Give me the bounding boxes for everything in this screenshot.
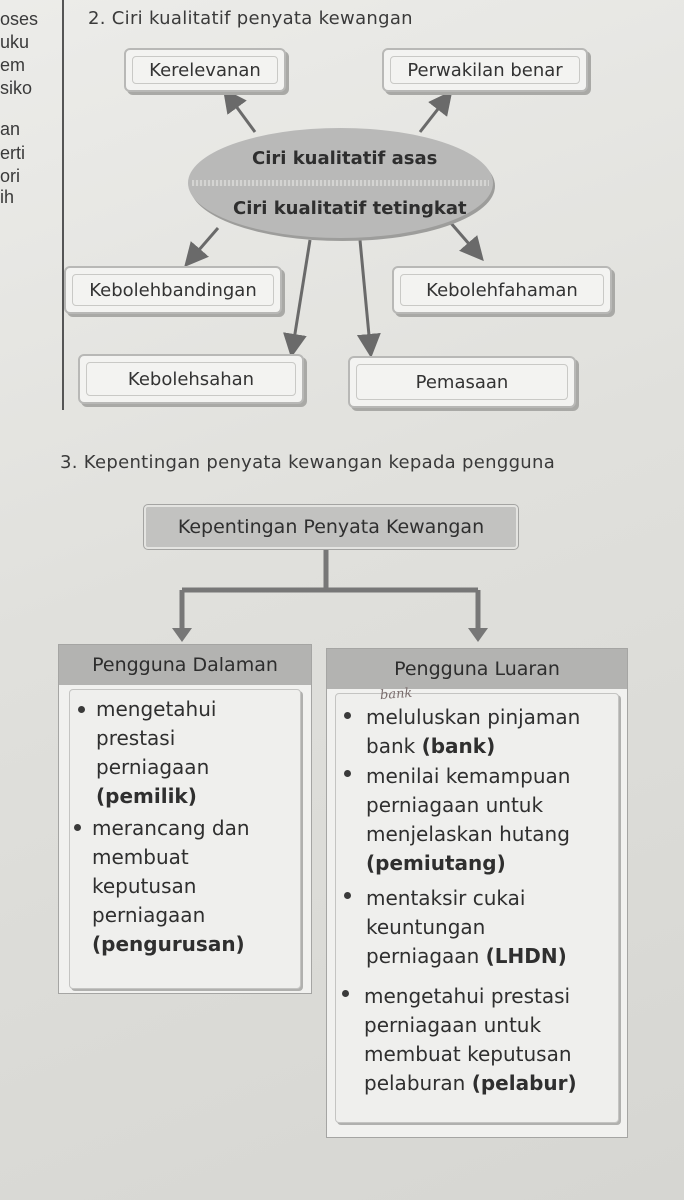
bullet-icon xyxy=(344,770,351,777)
bullet-icon xyxy=(78,706,85,713)
arrow-to-perwakilan xyxy=(420,100,445,132)
box-kerelevanan: Kerelevanan xyxy=(124,48,286,92)
luaran-item-4: mengetahui prestasi perniagaan untuk membuat keputusan pelaburan (pelabur) xyxy=(364,984,577,1095)
arrow-to-kebolehbandingan xyxy=(192,228,218,258)
panel-title-luaran: Pengguna Luaran xyxy=(327,649,627,689)
panel-title-dalaman: Pengguna Dalaman xyxy=(59,645,311,685)
margin-fragment: an xyxy=(0,119,21,139)
box-kebolehbandingan: Kebolehbandingan xyxy=(64,266,282,314)
root-box: Kepentingan Penyata Kewangan xyxy=(144,505,518,549)
tree-arrow-right xyxy=(468,628,488,642)
arrow-to-kebolehfahaman xyxy=(450,222,476,252)
ellipse-divider xyxy=(192,180,489,186)
margin-fragment: ih xyxy=(0,187,15,207)
center-bottom-label: Ciri kualitatif tetingkat xyxy=(233,198,467,219)
arrow-to-kebolehsahan xyxy=(293,240,310,346)
dalaman-item-2: merancang dan membuat keputusan perniagaan (pengurusan) xyxy=(92,816,250,956)
box-pemasaan: Pemasaan xyxy=(348,356,576,408)
margin-fragment: oses xyxy=(0,9,39,29)
luaran-item-2: menilai kemampuan perniagaan untuk menjelaskan hutang (pemiutang) xyxy=(366,764,571,875)
box-perwakilan-benar: Perwakilan benar xyxy=(382,48,588,92)
margin-fragment: siko xyxy=(0,78,33,98)
box-kebolehfahaman: Kebolehfahaman xyxy=(392,266,612,314)
arrow-to-kerelevanan xyxy=(230,98,255,132)
margin-fragment: em xyxy=(0,55,26,75)
margin-fragment: erti xyxy=(0,143,26,163)
section-3-heading: 3. Kepentingan penyata kewangan kepada pengguna xyxy=(60,452,556,473)
bullet-icon xyxy=(344,892,351,899)
bullet-icon xyxy=(342,990,349,997)
section-2-heading: 2. Ciri kualitatif penyata kewangan xyxy=(88,8,413,29)
center-top-label: Ciri kualitatif asas xyxy=(252,148,438,169)
dalaman-item-1: mengetahui prestasi perniagaan (pemilik) xyxy=(96,697,217,808)
tree-connector xyxy=(182,548,478,630)
bullet-icon xyxy=(74,824,81,831)
arrow-to-pemasaan xyxy=(360,240,370,346)
margin-fragment: ori xyxy=(0,166,21,186)
handwritten-note: bank xyxy=(379,685,413,704)
luaran-item-3: mentaksir cukai keuntungan perniagaan (LHDN) xyxy=(366,886,567,968)
luaran-item-1: meluluskan pinjaman bank (bank) xyxy=(366,705,581,758)
box-kebolehsahan: Kebolehsahan xyxy=(78,354,304,404)
tree-arrow-left xyxy=(172,628,192,642)
bullet-icon xyxy=(344,712,351,719)
margin-fragment: uku xyxy=(0,32,30,52)
